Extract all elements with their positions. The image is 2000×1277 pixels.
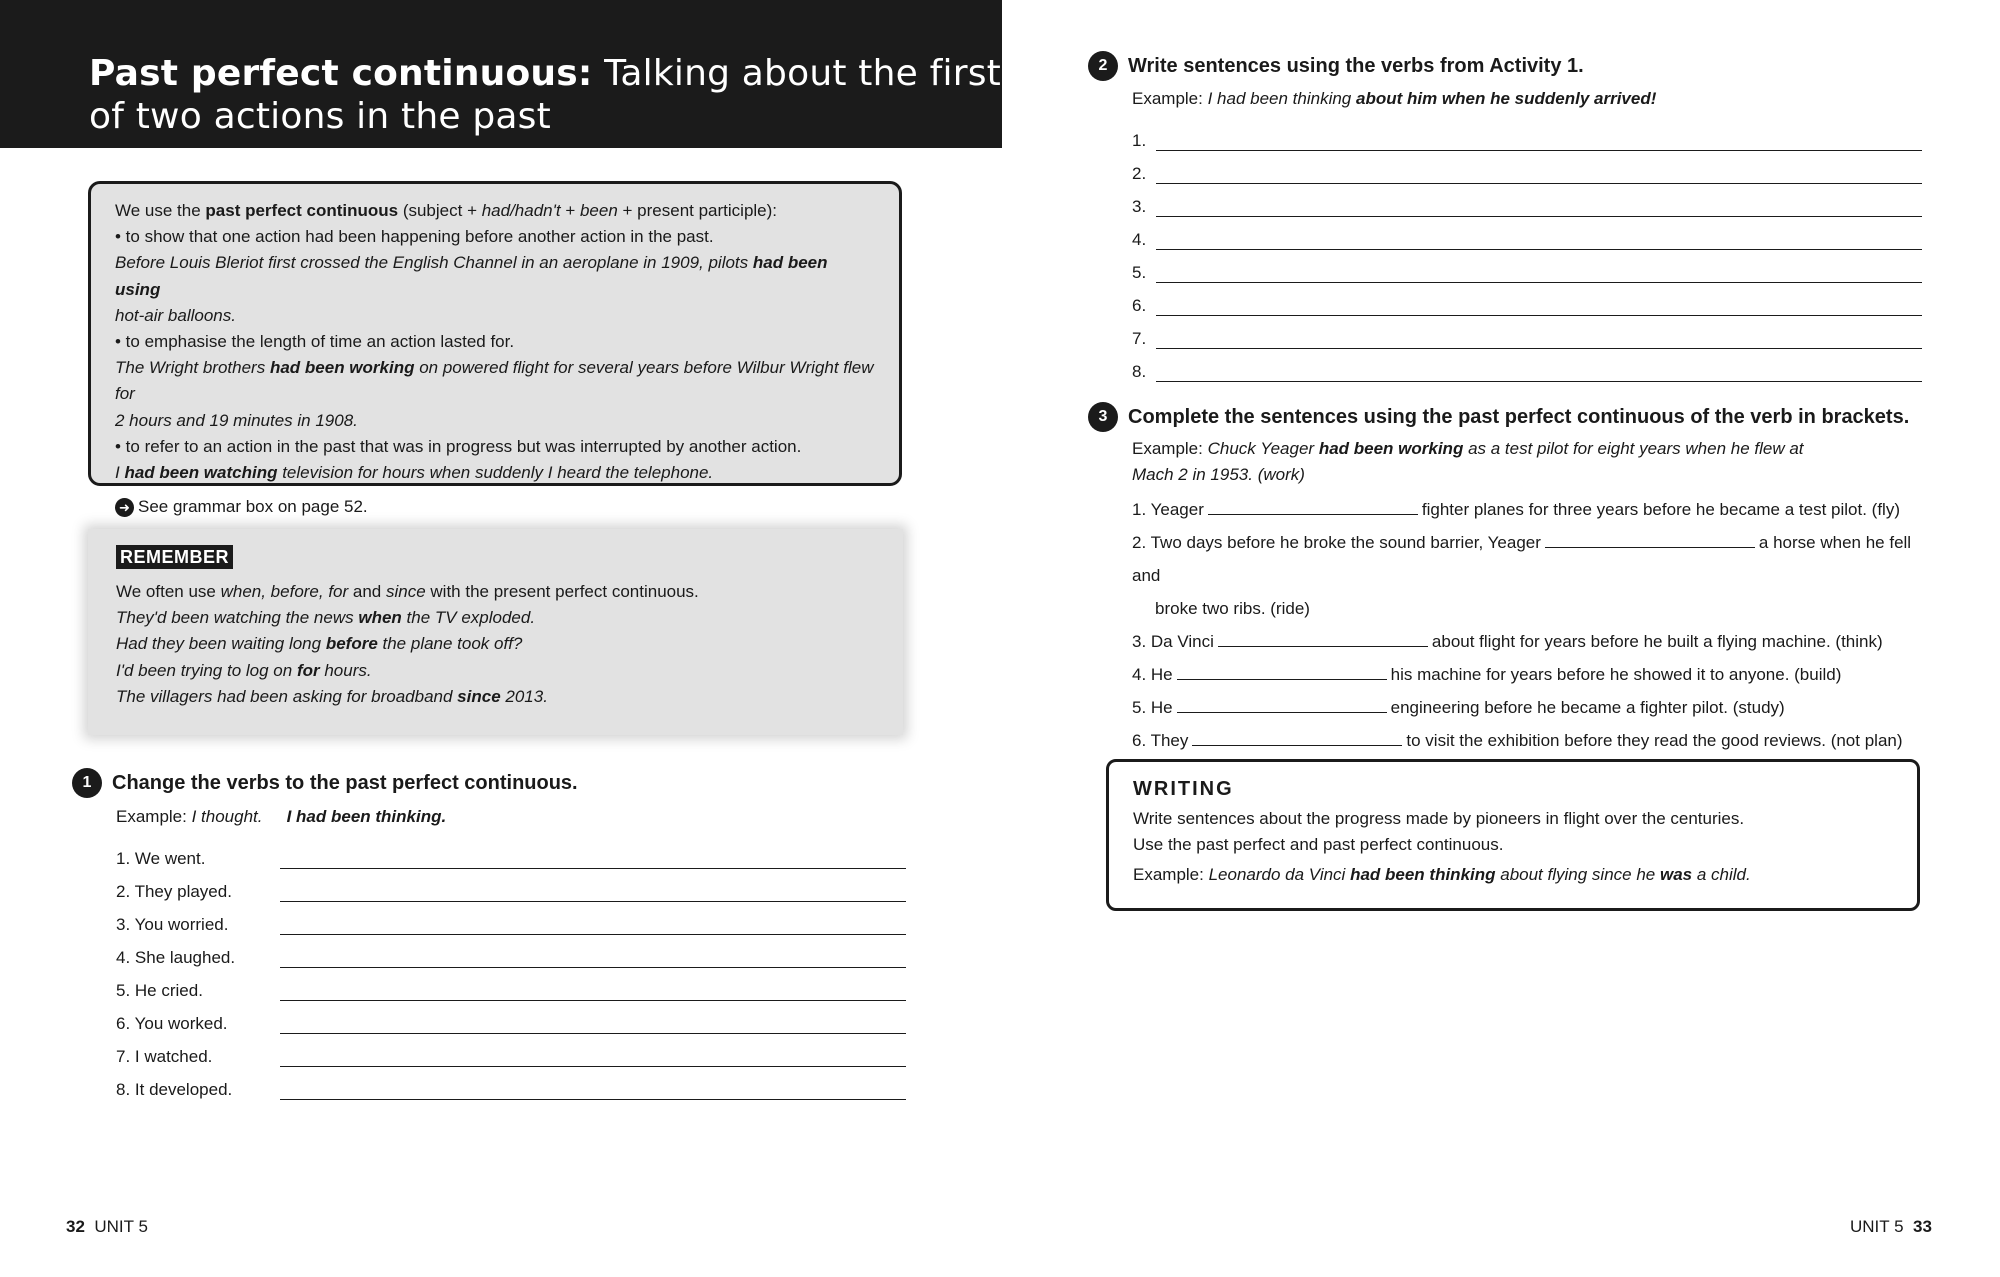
answer-blank[interactable] bbox=[1545, 532, 1755, 548]
activity-2-list bbox=[1132, 118, 1922, 382]
grammar-intro: We use the past perfect continuous (subject + had/hadn't + been + present participle): bbox=[115, 201, 778, 220]
list-item: 2. They played. bbox=[116, 869, 906, 902]
list-item: 3. bbox=[1132, 184, 1922, 217]
answer-line[interactable] bbox=[1156, 197, 1922, 217]
arrow-right-icon: ➜ bbox=[115, 498, 134, 517]
writing-box bbox=[1106, 759, 1920, 911]
answer-blank[interactable] bbox=[1208, 499, 1418, 515]
list-item: 6. You worked. bbox=[116, 1001, 906, 1034]
grammar-example-3: I had been watching television for hours when suddenly I heard the telephone. bbox=[115, 463, 714, 483]
list-item: 3. You worried. bbox=[116, 902, 906, 935]
grammar-example-1: Before Louis Bleriot first crossed the English Channel in an aeroplane in 1909, pilots had been using hot-air balloons. bbox=[115, 253, 828, 325]
answer-line[interactable] bbox=[280, 849, 906, 869]
list-item: 8. It developed. bbox=[116, 1067, 906, 1100]
answer-line[interactable] bbox=[1156, 263, 1922, 283]
answer-line[interactable] bbox=[280, 915, 906, 935]
list-item: 6. They to visit the exhibition before they read the good reviews. (not plan) bbox=[1132, 731, 1903, 750]
grammar-box bbox=[88, 181, 902, 517]
answer-line[interactable] bbox=[1156, 230, 1922, 250]
list-item: 4. bbox=[1132, 217, 1922, 250]
activity-3-example: Example: Chuck Yeager had been working as a test pilot for eight years when he flew at Mach 2 in 1953. (work) bbox=[1132, 439, 1804, 484]
answer-line[interactable] bbox=[1156, 296, 1922, 316]
remember-example-4: The villagers had been asking for broadband since 2013. bbox=[116, 686, 548, 706]
answer-line[interactable] bbox=[280, 882, 906, 902]
list-item: 5. He cried. bbox=[116, 968, 906, 1001]
answer-line[interactable] bbox=[1156, 164, 1922, 184]
list-item: 1. Yeager fighter planes for three years before he became a test pilot. (fly) bbox=[1132, 500, 1900, 519]
list-item: 7. I watched. bbox=[116, 1034, 906, 1067]
writing-instruction-2: Use the past perfect and past perfect continuous. bbox=[1133, 835, 1504, 854]
answer-blank[interactable] bbox=[1218, 631, 1428, 647]
answer-line[interactable] bbox=[1156, 362, 1922, 382]
page-number-left: 32 UNIT 5 bbox=[66, 1217, 148, 1236]
activity-number-badge: 1 bbox=[72, 768, 102, 798]
remember-example-1: They'd been watching the news when the TV exploded. bbox=[116, 608, 536, 628]
answer-line[interactable] bbox=[280, 1080, 906, 1100]
remember-example-2: Had they been waiting long before the plane took off? bbox=[116, 634, 523, 654]
page-number-right: UNIT 5 33 bbox=[1850, 1217, 1932, 1236]
answer-blank[interactable] bbox=[1177, 664, 1387, 680]
list-item: 3. Da Vinci about flight for years before he built a flying machine. (think) bbox=[1132, 632, 1883, 651]
answer-line[interactable] bbox=[280, 1047, 906, 1067]
remember-box bbox=[88, 529, 903, 735]
writing-example: Example: Leonardo da Vinci had been thinking about flying since he was a child. bbox=[1133, 865, 1751, 884]
answer-line[interactable] bbox=[280, 948, 906, 968]
grammar-example-2: The Wright brothers had been working on powered flight for several years before Wilbur Wright flew for 2 hours and 19 minutes in 1908. bbox=[115, 358, 874, 430]
list-item-continuation: broke two ribs. (ride) bbox=[1155, 599, 1310, 618]
answer-line[interactable] bbox=[280, 981, 906, 1001]
grammar-bullet-3: • to refer to an action in the past that was in progress but was interrupted by another action. bbox=[115, 436, 802, 456]
list-item: 6. bbox=[1132, 283, 1922, 316]
activity-number-badge: 3 bbox=[1088, 402, 1118, 432]
writing-title: WRITING bbox=[1133, 778, 1234, 800]
activity-2-example: Example: I had been thinking about him when he suddenly arrived! bbox=[1132, 89, 1657, 108]
activity-1-example: Example: I thought. I had been thinking. bbox=[116, 807, 447, 826]
writing-instruction-1: Write sentences about the progress made by pioneers in flight over the centuries. bbox=[1133, 809, 1745, 828]
remember-example-3: I'd been trying to log on for hours. bbox=[116, 660, 372, 680]
remember-intro: We often use when, before, for and since with the present perfect continuous. bbox=[116, 582, 699, 601]
grammar-bullet-1: • to show that one action had been happening before another action in the past. bbox=[115, 227, 714, 247]
list-item: 5. bbox=[1132, 250, 1922, 283]
activity-3-heading: 3 Complete the sentences using the past perfect continuous of the verb in brackets. bbox=[1088, 402, 1909, 432]
page-title-line2: of two actions in the past bbox=[89, 96, 551, 137]
page-title: Past perfect continuous: Talking about the first bbox=[89, 53, 1001, 94]
list-item: 2. bbox=[1132, 151, 1922, 184]
activity-1-heading: 1 Change the verbs to the past perfect continuous. bbox=[72, 768, 578, 798]
answer-line[interactable] bbox=[280, 1014, 906, 1034]
list-item: 4. She laughed. bbox=[116, 935, 906, 968]
grammar-bullet-2: • to emphasise the length of time an action lasted for. bbox=[115, 332, 515, 352]
list-item: 2. Two days before he broke the sound barrier, Yeager a horse when he fell and bbox=[1132, 533, 1912, 585]
see-grammar-link[interactable]: ➜ See grammar box on page 52. bbox=[115, 494, 875, 520]
activity-number-badge: 2 bbox=[1088, 51, 1118, 81]
activity-2-heading: 2 Write sentences using the verbs from Activity 1. bbox=[1088, 51, 1584, 81]
answer-blank[interactable] bbox=[1177, 697, 1387, 713]
list-item: 1. bbox=[1132, 118, 1922, 151]
answer-blank[interactable] bbox=[1192, 730, 1402, 746]
list-item: 1. We went. bbox=[116, 836, 906, 869]
answer-line[interactable] bbox=[1156, 131, 1922, 151]
list-item: 7. bbox=[1132, 316, 1922, 349]
activity-3-list bbox=[1132, 493, 1932, 757]
title-banner bbox=[0, 0, 1002, 148]
remember-label: REMEMBER bbox=[116, 545, 233, 569]
list-item: 8. bbox=[1132, 349, 1922, 382]
activity-1-list bbox=[116, 836, 906, 1100]
answer-line[interactable] bbox=[1156, 329, 1922, 349]
list-item: 4. He his machine for years before he showed it to anyone. (build) bbox=[1132, 665, 1842, 684]
list-item: 5. He engineering before he became a fighter pilot. (study) bbox=[1132, 698, 1785, 717]
